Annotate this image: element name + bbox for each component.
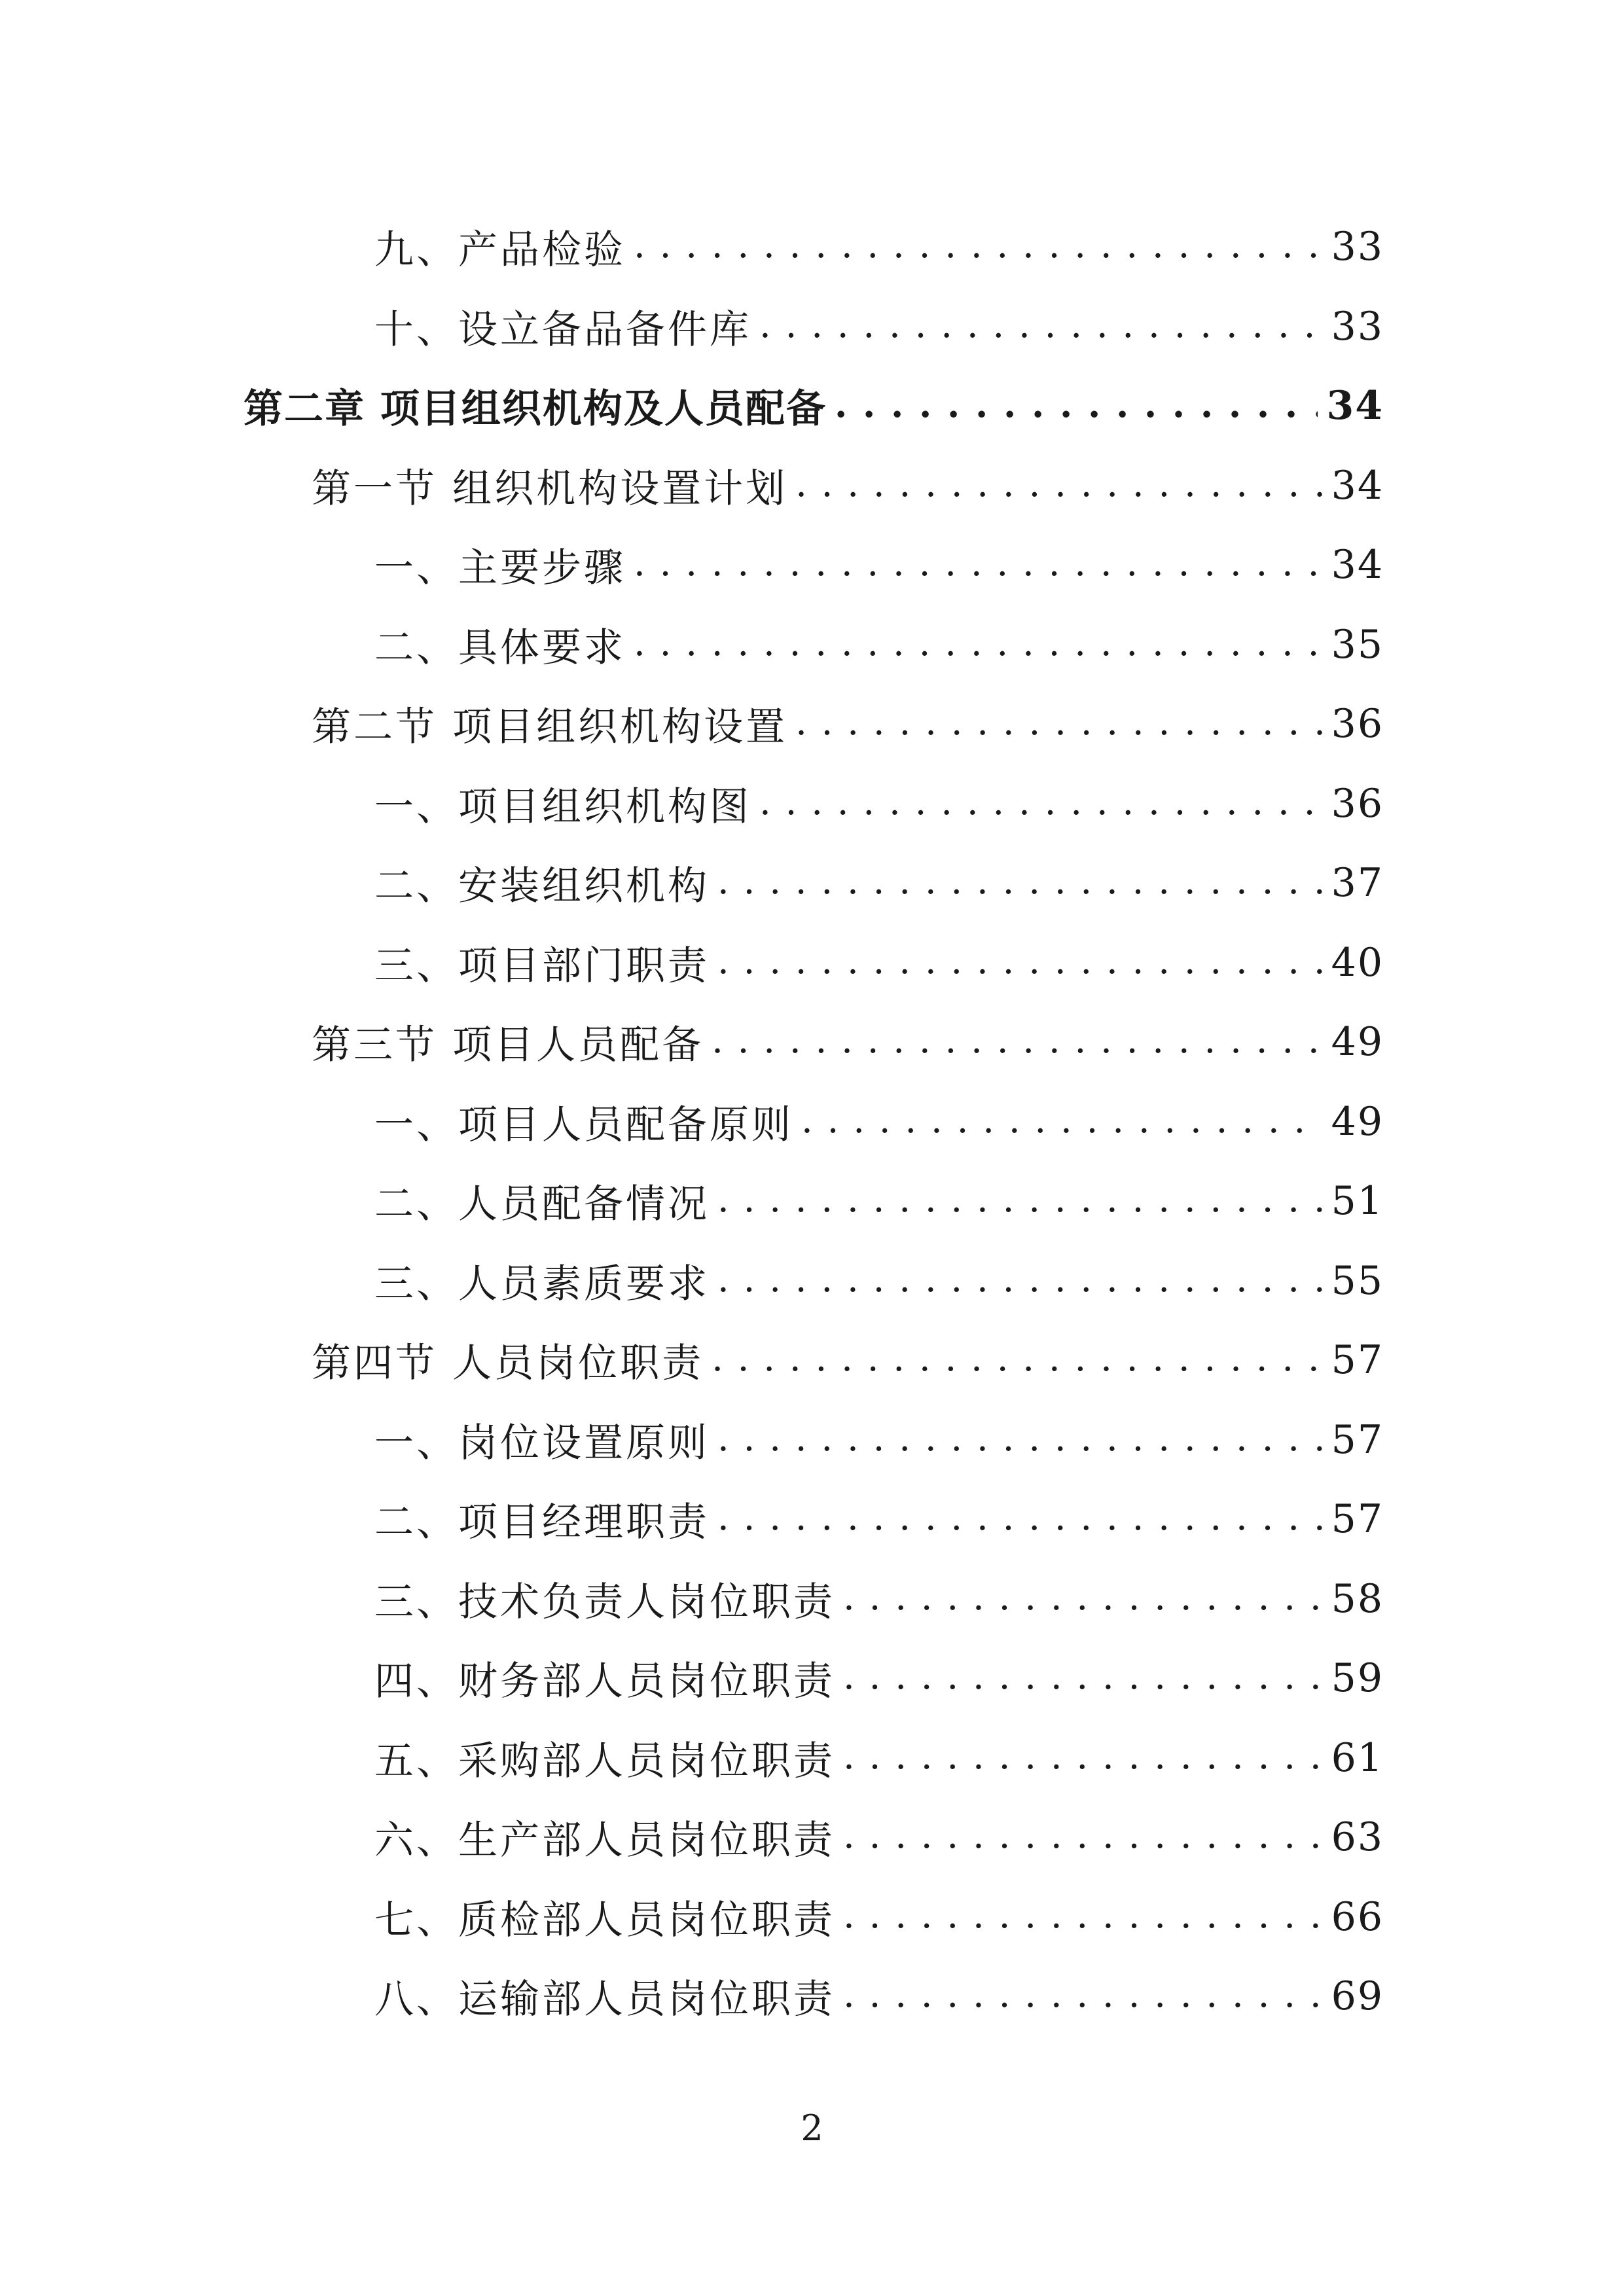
toc-entry-item[interactable] (374, 847, 1384, 919)
toc-entry-label: 二、项目经理职责 (374, 1499, 710, 1545)
toc-entry-page-number: 57 (1331, 1496, 1384, 1542)
toc-dot-leader (759, 307, 1322, 346)
toc-entry-page-number: 61 (1331, 1734, 1384, 1781)
toc-entry-section[interactable] (312, 688, 1384, 760)
toc-entry-label: 一、项目人员配备原则 (374, 1102, 793, 1148)
toc-entry-label: 五、采购部人员岗位职责 (374, 1738, 835, 1784)
toc-dot-leader (717, 943, 1322, 982)
toc-entry-page-number: 33 (1331, 303, 1384, 350)
toc-entry-label: 第三节 项目人员配备 (312, 1022, 704, 1068)
toc-entry-item[interactable] (374, 1881, 1384, 1953)
toc-dot-leader (717, 863, 1322, 903)
toc-entry-label: 三、技术负责人岗位职责 (374, 1579, 835, 1625)
toc-entry-item[interactable] (374, 1165, 1384, 1237)
toc-entry-page-number: 34 (1331, 542, 1384, 588)
toc-entry-item[interactable] (374, 768, 1384, 840)
toc-entry-label: 二、安装组织机构 (374, 863, 710, 909)
toc-dot-leader (843, 1579, 1322, 1619)
toc-entry-item[interactable] (374, 1563, 1384, 1635)
page-number: 2 (801, 2108, 823, 2149)
toc-entry-item[interactable] (374, 927, 1384, 999)
toc-entry-item[interactable] (374, 609, 1384, 681)
toc-dot-leader (801, 1102, 1322, 1141)
toc-dot-leader (634, 545, 1322, 584)
toc-entry-page-number: 40 (1331, 939, 1384, 986)
toc-entry-label: 一、项目组织机构图 (374, 783, 751, 830)
toc-entry-page-number: 51 (1331, 1178, 1384, 1224)
toc-dot-leader (843, 1738, 1322, 1778)
toc-entry-page-number: 58 (1331, 1575, 1384, 1622)
toc-entry-label: 三、项目部门职责 (374, 942, 710, 989)
toc-entry-page-number: 55 (1331, 1257, 1384, 1304)
toc-dot-leader (843, 1818, 1322, 1857)
toc-entry-label: 十、设立备品备件库 (374, 306, 751, 353)
toc-entry-item[interactable] (374, 211, 1384, 283)
toc-entry-label: 第二节 项目组织机构设置 (312, 704, 788, 750)
toc-dot-leader (795, 466, 1322, 505)
toc-entry-page-number: 36 (1331, 701, 1384, 747)
toc-entry-item[interactable] (374, 1722, 1384, 1794)
toc-entry-label: 七、质检部人员岗位职责 (374, 1897, 835, 1943)
toc-entry-page-number: 35 (1331, 621, 1384, 668)
toc-entry-item[interactable] (374, 291, 1384, 363)
toc-entry-label: 三、人员素质要求 (374, 1261, 710, 1307)
toc-entry-label: 第四节 人员岗位职责 (312, 1340, 704, 1386)
toc-entry-page-number: 36 (1331, 780, 1384, 827)
toc-entry-label: 第二章 项目组织机构及人员配备 (244, 386, 827, 432)
toc-entry-item[interactable] (374, 1086, 1384, 1158)
toc-dot-leader (717, 1261, 1322, 1300)
toc-entry-item[interactable] (374, 1245, 1384, 1317)
toc-dot-leader (634, 227, 1322, 266)
toc-entry-section[interactable] (312, 1324, 1384, 1396)
toc-entry-page-number: 49 (1331, 1098, 1384, 1145)
toc-entry-label: 四、财务部人员岗位职责 (374, 1659, 835, 1704)
toc-entry-page-number: 63 (1331, 1814, 1384, 1860)
toc-entry-page-number: 66 (1331, 1893, 1384, 1940)
toc-dot-leader (843, 1897, 1322, 1937)
toc-entry-page-number: 34 (1331, 462, 1384, 509)
toc-entry-label: 八、运输部人员岗位职责 (374, 1977, 835, 2022)
toc-entry-label: 一、主要步骤 (374, 545, 626, 591)
toc-entry-label: 一、岗位设置原则 (374, 1420, 710, 1466)
toc-entry-label: 九、产品检验 (374, 227, 626, 273)
toc-entry-page-number: 49 (1331, 1019, 1384, 1065)
toc-entry-item[interactable] (374, 1801, 1384, 1873)
toc-entry-item[interactable] (374, 1642, 1384, 1714)
toc-entry-page-number: 57 (1331, 1337, 1384, 1383)
toc-dot-leader (712, 1340, 1322, 1380)
toc-dot-leader (717, 1499, 1322, 1539)
toc-dot-leader (717, 1420, 1322, 1460)
toc-entry-page-number: 69 (1331, 1973, 1384, 2019)
toc-entry-page-number: 33 (1331, 224, 1384, 270)
toc-entry-label: 二、具体要求 (374, 624, 626, 671)
toc-entry-page-number: 59 (1331, 1655, 1384, 1701)
toc-entry-item[interactable] (374, 1404, 1384, 1476)
toc-entry-page-number: 37 (1331, 860, 1384, 906)
toc-entry-page-number: 34 (1326, 383, 1384, 429)
toc-entry-item[interactable] (374, 1483, 1384, 1555)
toc-entry-label: 第一节 组织机构设置计划 (312, 465, 788, 512)
toc-dot-leader (843, 1659, 1322, 1698)
toc-dot-leader (759, 784, 1322, 823)
toc-entry-item[interactable] (374, 1960, 1384, 2032)
toc-dot-leader (717, 1181, 1322, 1221)
toc-entry-item[interactable] (374, 529, 1384, 601)
toc-entry-chapter[interactable] (244, 370, 1384, 442)
toc-dot-leader (634, 625, 1322, 664)
toc-dot-leader (712, 1022, 1322, 1062)
toc-entry-label: 二、人员配备情况 (374, 1181, 710, 1227)
toc-dot-leader (843, 1977, 1322, 2016)
toc-entry-section[interactable] (312, 1006, 1384, 1078)
toc-entry-section[interactable] (312, 450, 1384, 522)
toc-entry-page-number: 57 (1331, 1416, 1384, 1463)
toc-dot-leader (795, 704, 1322, 744)
toc-entry-label: 六、生产部人员岗位职责 (374, 1818, 835, 1863)
toc-dot-leader (835, 386, 1318, 425)
